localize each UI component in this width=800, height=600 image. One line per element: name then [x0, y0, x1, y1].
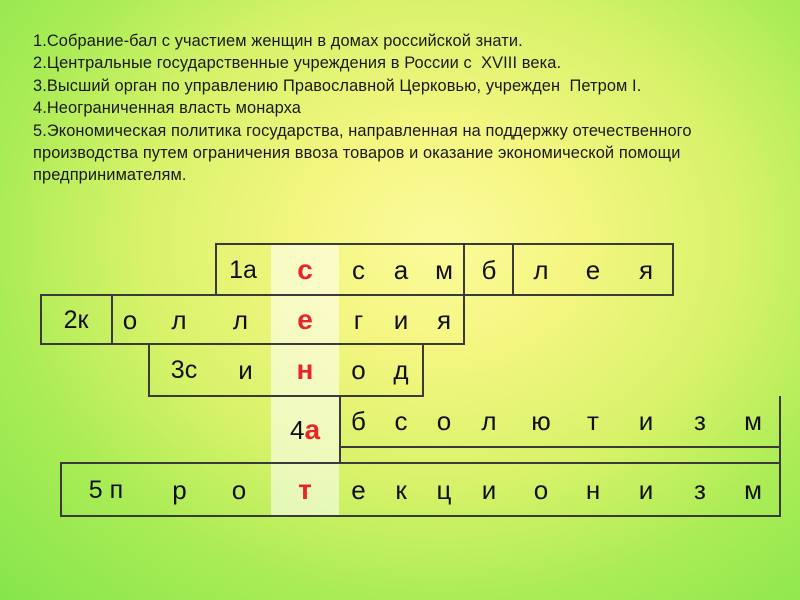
- row-4-letter: з: [694, 405, 706, 436]
- grid-line: [512, 243, 514, 296]
- grid-line: [339, 446, 780, 448]
- row-4-letter: м: [744, 405, 762, 436]
- row-2-letter: л: [232, 304, 249, 335]
- clue-5: 5.Экономическая политика государства, направленная на поддержку отечественного производства путем ограничения ввоза товаров и оказание экономической помощи предпринимателям.: [33, 121, 697, 185]
- row-2-label: 2к: [63, 305, 89, 334]
- grid-line: [60, 515, 780, 517]
- row-4-label: 4: [289, 414, 305, 445]
- clue-2: 2.Центральные государственные учреждения в России с XVIII века.: [33, 54, 562, 73]
- row-2-letter: л: [171, 304, 187, 335]
- grid-line: [60, 462, 62, 517]
- row-4-letter: ю: [531, 405, 551, 436]
- row-3-label: 3с: [170, 355, 198, 384]
- grid-line: [339, 395, 341, 463]
- row-4-letter: л: [481, 405, 497, 436]
- row-3-letter: и: [238, 354, 253, 385]
- row-3-key-letter: н: [296, 354, 314, 385]
- grid-line: [215, 243, 674, 245]
- grid-line: [672, 243, 674, 296]
- row-5-letter: з: [694, 474, 706, 505]
- row-1-letter: я: [638, 254, 654, 285]
- row-4-letter: о: [436, 405, 452, 436]
- grid-line: [148, 343, 150, 397]
- row-2-letter: о: [122, 304, 138, 335]
- row-1-key-letter: с: [297, 254, 313, 285]
- row-4-letter: т: [587, 405, 599, 436]
- grid-line: [422, 343, 424, 397]
- row-5-letter: ц: [436, 474, 452, 505]
- row-3-letter: о: [351, 354, 366, 385]
- row-5-label: 5 п: [88, 475, 124, 504]
- row-5-letter: н: [585, 474, 601, 505]
- row-1-letter: л: [533, 254, 549, 285]
- row-4-letter: б: [351, 405, 366, 436]
- row-4-letter: с: [394, 405, 408, 436]
- row-5-letter: и: [638, 474, 654, 505]
- row-2-letter: г: [353, 304, 364, 335]
- grid-line: [60, 462, 780, 464]
- clue-4: 4.Неограниченная власть монарха: [33, 99, 301, 118]
- grid-line: [40, 343, 464, 345]
- row-5-key-letter: т: [298, 474, 312, 505]
- row-2-letter: я: [436, 304, 452, 335]
- row-5-letter: о: [533, 474, 549, 505]
- grid-line: [779, 396, 781, 517]
- grid-line: [215, 243, 217, 296]
- row-2-key-letter: е: [297, 304, 313, 335]
- row-1-letter: е: [585, 254, 601, 285]
- row-5-letter: е: [351, 474, 366, 505]
- row-5-letter: о: [231, 474, 247, 505]
- row-1-letter: б: [481, 254, 497, 285]
- row-5-letter: к: [395, 474, 407, 505]
- grid-line: [40, 294, 674, 296]
- row-5-letter: и: [481, 474, 497, 505]
- grid-line: [40, 294, 42, 345]
- row-4-key-char: а: [304, 414, 321, 445]
- row-1-label: 1а: [229, 255, 257, 284]
- row-3-letter: д: [393, 354, 409, 385]
- row-2-letter: и: [393, 304, 409, 335]
- row-5-letter: р: [172, 474, 187, 505]
- row-4-key-letter: [271, 396, 339, 464]
- row-4-letter: и: [638, 405, 654, 436]
- clue-3: 3.Высший орган по управлению Православной Церковью, учрежден Петром I.: [33, 76, 642, 95]
- row-1-letter: с: [352, 254, 365, 285]
- row-1-letter: а: [393, 254, 409, 285]
- row-1-letter: м: [435, 254, 453, 285]
- grid-line: [463, 243, 465, 345]
- row-5-letter: м: [744, 474, 762, 505]
- clue-1: 1.Собрание-бал с участием женщин в домах российской знати.: [33, 32, 523, 50]
- grid-line: [111, 294, 113, 345]
- grid-line: [148, 395, 424, 397]
